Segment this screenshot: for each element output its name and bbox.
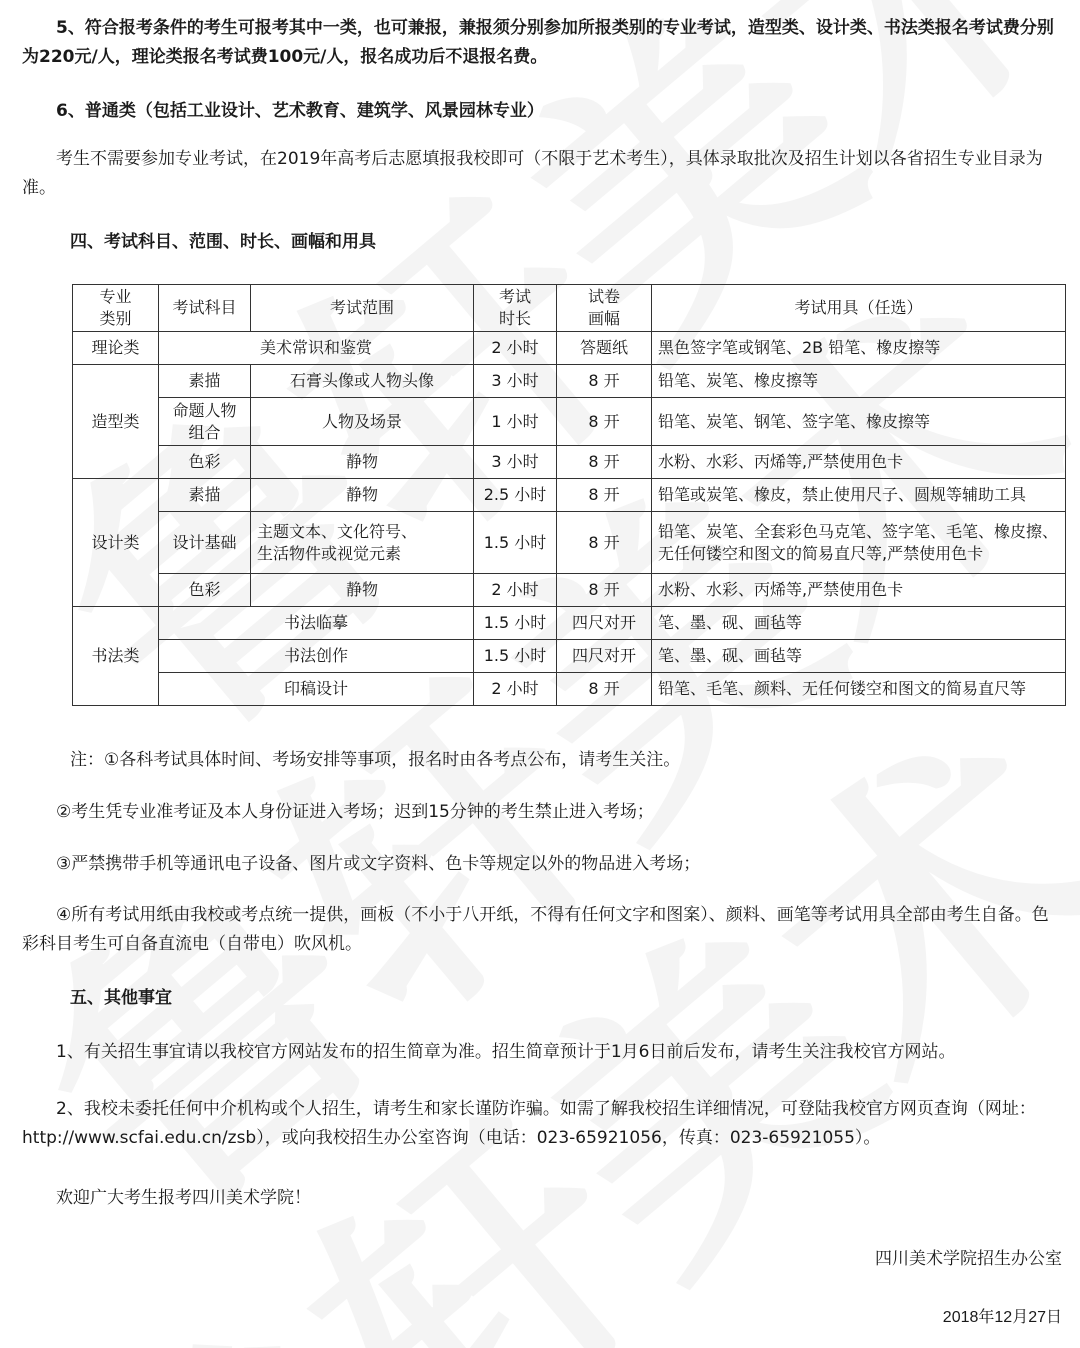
table-row xyxy=(73,365,1066,398)
cell-scope: 静物 xyxy=(251,574,474,607)
section4-heading: 四、考试科目、范围、时长、画幅和用具 xyxy=(70,232,376,252)
table-row xyxy=(73,446,1066,479)
cell-category: 设计类 xyxy=(73,479,159,607)
table-header-row xyxy=(73,285,1066,332)
header-scope: 考试范围 xyxy=(251,285,474,332)
header-category: 专业 类别 xyxy=(73,285,159,332)
cell-duration: 1.5 小时 xyxy=(474,607,557,640)
cell-tools: 铅笔、炭笔、钢笔、签字笔、橡皮擦等 xyxy=(652,398,1066,446)
cell-tools: 铅笔、炭笔、全套彩色马克笔、签字笔、毛笔、橡皮擦、 无任何镂空和图文的简易直尺等,严禁使用色卡 xyxy=(652,512,1066,574)
table-row xyxy=(73,512,1066,574)
cell-tools: 铅笔或炭笔、橡皮，禁止使用尺子、圆规等辅助工具 xyxy=(652,479,1066,512)
cell-scope: 主题文本、文化符号、 生活物件或视觉元素 xyxy=(251,512,474,574)
cell-size: 8 开 xyxy=(557,446,652,479)
cell-tools: 笔、墨、砚、画毡等 xyxy=(652,640,1066,673)
note-3: ③严禁携带手机等通讯电子设备、图片或文字资料、色卡等规定以外的物品进入考场； xyxy=(56,854,701,874)
header-tools: 考试用具（任选） xyxy=(652,285,1066,332)
cell-subject: 素描 xyxy=(159,479,251,512)
cell-subject: 命题人物 组合 xyxy=(159,398,251,446)
note-1: 注：①各科考试具体时间、考场安排等事项，报名时由各考点公布，请考生关注。 xyxy=(70,750,681,770)
table-row xyxy=(73,332,1066,365)
table-row xyxy=(73,479,1066,512)
cell-tools: 水粉、水彩、丙烯等,严禁使用色卡 xyxy=(652,574,1066,607)
section5-heading: 五、其他事宜 xyxy=(70,988,172,1008)
cell-duration: 1 小时 xyxy=(474,398,557,446)
welcome-text: 欢迎广大考生报考四川美术学院！ xyxy=(56,1188,311,1208)
cell-duration: 2 小时 xyxy=(474,332,557,365)
cell-tools: 铅笔、毛笔、颜料、无任何镂空和图文的简易直尺等 xyxy=(652,673,1066,706)
other-item-1: 1、有关招生事宜请以我校官方网站发布的招生简章为准。招生简章预计于1月6日前后发布，请考生关注我校官方网站。 xyxy=(56,1042,956,1062)
cell-size: 8 开 xyxy=(557,479,652,512)
cell-size: 8 开 xyxy=(557,673,652,706)
cell-subject: 色彩 xyxy=(159,446,251,479)
signature: 四川美术学院招生办公室 xyxy=(875,1249,1062,1269)
header-duration: 考试 时长 xyxy=(474,285,557,332)
table-row xyxy=(73,607,1066,640)
table-row xyxy=(73,398,1066,446)
cell-duration: 1.5 小时 xyxy=(474,640,557,673)
cell-size: 四尺对开 xyxy=(557,607,652,640)
cell-tools: 笔、墨、砚、画毡等 xyxy=(652,607,1066,640)
cell-subject: 美术常识和鉴赏 xyxy=(159,332,474,365)
cell-scope: 静物 xyxy=(251,446,474,479)
cell-size: 8 开 xyxy=(557,512,652,574)
note-2: ②考生凭专业准考证及本人身份证进入考场；迟到15分钟的考生禁止进入考场； xyxy=(56,802,654,822)
cell-scope: 人物及场景 xyxy=(251,398,474,446)
table-row xyxy=(73,640,1066,673)
note-4: ④所有考试用纸由我校或考点统一提供，画板（不小于八开纸，不得有任何文字和图案）、颜料、画笔等考试用具全部由考生自备。色彩科目考生可自备直流电（自带电）吹风机。 xyxy=(22,905,1049,954)
cell-size: 四尺对开 xyxy=(557,640,652,673)
cell-size: 8 开 xyxy=(557,365,652,398)
cell-subject: 色彩 xyxy=(159,574,251,607)
cell-subject: 书法创作 xyxy=(159,640,474,673)
other-item-2: 2、我校未委托任何中介机构或个人招生，请考生和家长谨防诈骗。如需了解我校招生详细情况，可登陆我校官方网页查询（网址：http://www.scfai.edu.cn/zsb），或向我校招生办公室咨询（电话：023-65921056，传真：023-65921055）。 xyxy=(22,1099,1036,1148)
cell-duration: 3 小时 xyxy=(474,365,557,398)
cell-size: 8 开 xyxy=(557,398,652,446)
para6-heading: 6、普通类（包括工业设计、艺术教育、建筑学、风景园林专业） xyxy=(56,101,544,121)
header-size: 试卷 画幅 xyxy=(557,285,652,332)
cell-subject: 书法临摹 xyxy=(159,607,474,640)
cell-tools: 黑色签字笔或钢笔、2B 铅笔、橡皮擦等 xyxy=(652,332,1066,365)
cell-tools: 水粉、水彩、丙烯等,严禁使用色卡 xyxy=(652,446,1066,479)
cell-scope: 静物 xyxy=(251,479,474,512)
header-subject: 考试科目 xyxy=(159,285,251,332)
table-row xyxy=(73,673,1066,706)
para6-body: 考生不需要参加专业考试，在2019年高考后志愿填报我校即可（不限于艺术考生），具体录取批次及招生计划以各省招生专业目录为准。 xyxy=(22,149,1043,198)
cell-category: 造型类 xyxy=(73,365,159,479)
table-row xyxy=(73,574,1066,607)
cell-scope: 石膏头像或人物头像 xyxy=(251,365,474,398)
cell-subject: 素描 xyxy=(159,365,251,398)
date: 2018年12月27日 xyxy=(942,1309,1062,1326)
cell-subject: 印稿设计 xyxy=(159,673,474,706)
cell-size: 8 开 xyxy=(557,574,652,607)
cell-subject: 设计基础 xyxy=(159,512,251,574)
cell-duration: 2 小时 xyxy=(474,574,557,607)
paragraph-5: 5、符合报考条件的考生可报考其中一类，也可兼报，兼报须分别参加所报类别的专业考试，造型类、设计类、书法类报名考试费分别为220元/人，理论类报名考试费100元/人，报名成功后不退报名费。 xyxy=(22,18,1054,67)
cell-duration: 2 小时 xyxy=(474,673,557,706)
cell-category: 书法类 xyxy=(73,607,159,706)
cell-duration: 3 小时 xyxy=(474,446,557,479)
cell-duration: 1.5 小时 xyxy=(474,512,557,574)
cell-category: 理论类 xyxy=(73,332,159,365)
cell-size: 答题纸 xyxy=(557,332,652,365)
cell-tools: 铅笔、炭笔、橡皮擦等 xyxy=(652,365,1066,398)
cell-duration: 2.5 小时 xyxy=(474,479,557,512)
exam-table xyxy=(72,284,1066,706)
